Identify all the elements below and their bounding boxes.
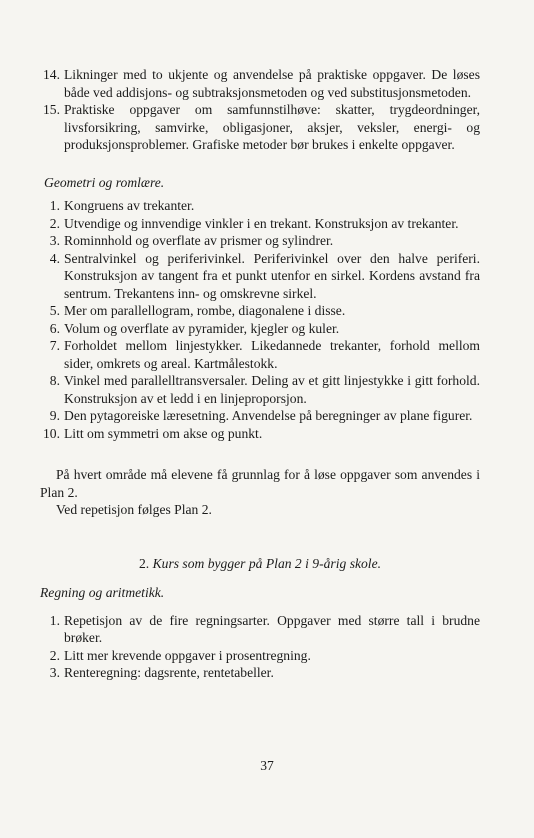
item-number: 3.: [49, 665, 60, 680]
item-number: 9.: [49, 408, 60, 423]
item-number: 5.: [49, 303, 60, 318]
list-item: [40, 664, 480, 682]
list-item: [40, 66, 480, 101]
item-text: Likninger med to ukjente og anvendelse på praktiske oppgaver. De løses både ved addisjons- og subtraksjonsmetoden og ved substitusjonsmetoden.: [64, 67, 480, 100]
item-number: 1.: [49, 612, 60, 628]
item-text: Den pytagoreiske læresetning. Anvendelse på beregninger av plane figurer.: [64, 408, 473, 423]
page-number: 37: [260, 758, 274, 773]
item-text: Renteregning: dagsrente, rentetabeller.: [64, 665, 274, 680]
item-text: Sentralvinkel og periferivinkel. Periferivinkel over den halve periferi. Konstruksjon av tangent fra et punkt utenfor en sirkel. Kordens avstand fra sentrum. Trekantens inn- og omskrevne sirkel.: [64, 250, 480, 301]
item-number: 3.: [49, 233, 60, 248]
page-content: [40, 66, 480, 682]
item-text: Volum og overflate av pyramider, kjegler og kuler.: [64, 320, 340, 336]
list-item: [40, 232, 480, 250]
paragraph: Ved repetisjon følges Plan 2.: [56, 502, 212, 517]
item-text: Litt om symmetri om akse og punkt.: [64, 425, 263, 441]
item-number: 2.: [49, 647, 60, 663]
item-text: Vinkel med parallelltransversaler. Deling av et gitt linjestykke i gitt forhold. Konstruksjon av et ledd i en linjeproporsjon.: [64, 373, 480, 406]
item-number: 7.: [49, 338, 60, 353]
item-text: Forholdet mellom linjestykker. Likedannede trekanter, forhold mellom sider, omkrets og areal. Kartmålestokk.: [64, 338, 480, 371]
list-item: [40, 372, 480, 407]
item-number: 6.: [49, 320, 60, 336]
list-item: [40, 197, 480, 215]
item-text: Litt mer krevende oppgaver i prosentregning.: [64, 647, 311, 663]
item-number: 14.: [43, 67, 60, 82]
item-number: 2.: [49, 215, 60, 231]
course-number: 2.: [138, 555, 150, 571]
item-number: 15.: [43, 102, 60, 117]
list-item: [40, 215, 480, 233]
item-text: Praktiske oppgaver om samfunnstilhøve: skatter, trygdeordninger, livsforsikring, samvirke, obligasjoner, aksjer, veksler, energi- og produksjonsproblemer. Grafiske metoder bør brukes i enkelte oppgaver.: [64, 102, 480, 152]
item-number: 10.: [43, 425, 60, 441]
list-item: [40, 320, 480, 338]
list-item: [40, 250, 480, 303]
list-item: [40, 425, 480, 443]
section-heading-geometry: Geometri og romlære.: [44, 174, 165, 190]
list-item: [40, 407, 480, 425]
section-heading-arithmetic: Regning og aritmetikk.: [40, 585, 165, 600]
item-text: Utvendige og innvendige vinkler i en trekant. Konstruksjon av trekanter.: [64, 215, 459, 231]
list-item: [40, 302, 480, 320]
item-text: Repetisjon av de fire regningsarter. Oppgaver med større tall i brudne brøker.: [64, 612, 480, 645]
paragraph: På hvert område må elevene få grunnlag for å løse oppgaver som anvendes i Plan 2.: [40, 467, 480, 500]
item-number: 4.: [49, 250, 60, 266]
item-text: Mer om parallellogram, rombe, diagonalene i disse.: [64, 303, 346, 318]
item-number: 8.: [49, 373, 60, 388]
item-text: Kongruens av trekanter.: [64, 198, 195, 213]
list-item: [40, 647, 480, 665]
course-title: Kurs som bygger på Plan 2 i 9-årig skole.: [152, 555, 382, 571]
item-text: Rominnhold og overflate av prismer og sylindrer.: [64, 233, 334, 248]
item-number: 1.: [49, 198, 60, 213]
list-item: [40, 337, 480, 372]
list-item: [40, 612, 480, 647]
course-heading: [40, 555, 480, 573]
list-item: [40, 101, 480, 154]
